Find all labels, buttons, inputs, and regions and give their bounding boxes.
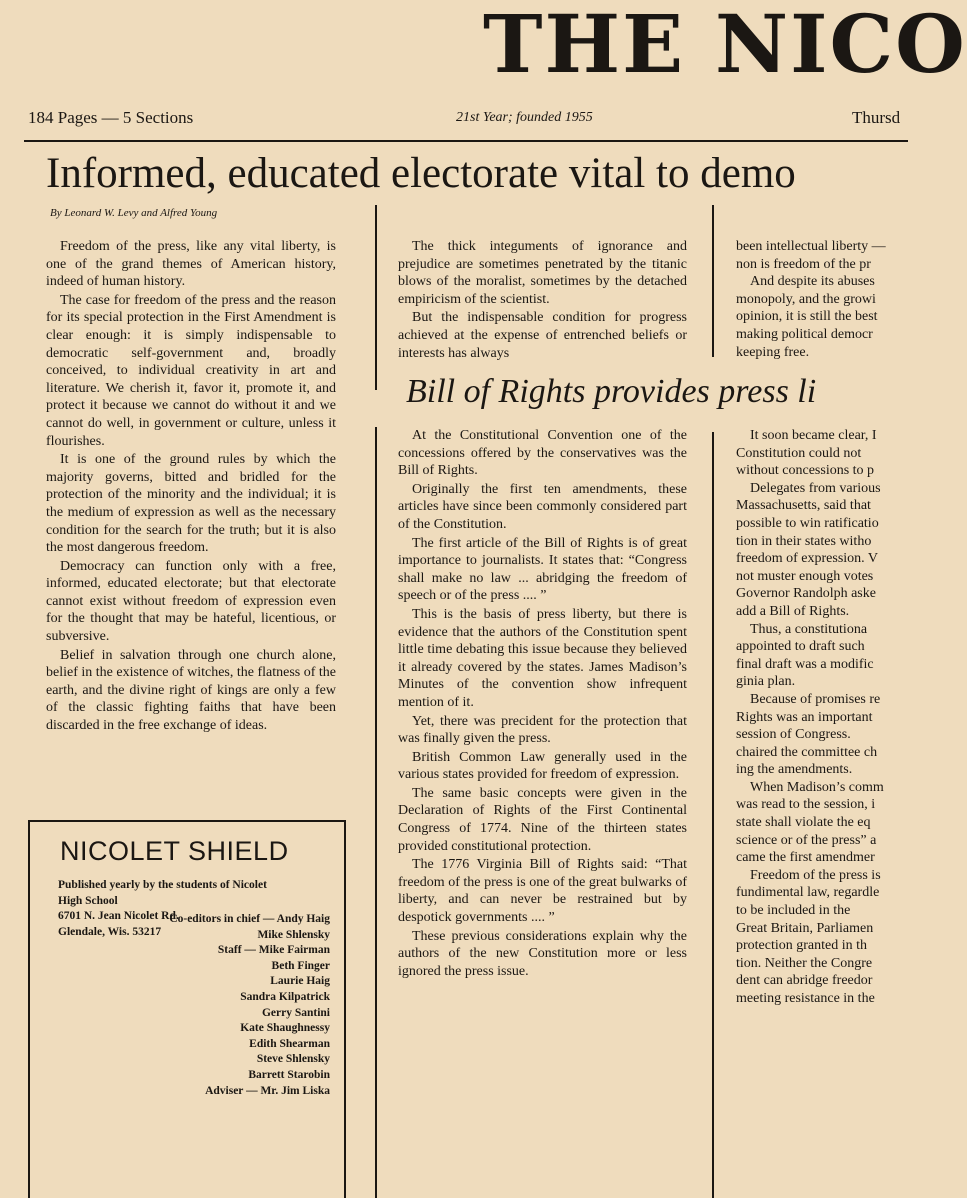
text-line: ing the amendments.	[736, 762, 853, 778]
paragraph: Belief in salvation through one church alone, belief in the existence of witches, the flatness of the earth, and the divine right of kings are only a few of the classic fighting faiths that have been discarded in the free exchange of ideas.	[46, 647, 337, 734]
staff-line: Staff — Mike Fairman	[217, 944, 330, 957]
paragraph: But the indispensable condition for progress achieved at the expense of entrenched beliefs or interests has always	[398, 310, 687, 361]
column-rule	[375, 427, 377, 1198]
text-line: protection granted in th	[736, 938, 868, 954]
staff-line: Mike Shlensky	[257, 928, 330, 941]
paragraph: Democracy can function only with a free, informed, educated electorate; but that electorate cannot exist without freedom of expression even for the thought that may be hateful, licentious, or subversive.	[46, 558, 336, 645]
text-line: dent can abridge freedor	[736, 973, 873, 989]
text-line: Thus, a constitutiona	[750, 621, 868, 637]
paragraph: The 1776 Virginia Bill of Rights said: “That freedom of the press is one of the great bulwarks of liberty, and can never be restrained but by despotick governments .... ”	[398, 857, 687, 926]
address-line: 6701 N. Jean Nicolet Rd.	[58, 910, 179, 923]
text-line: making political democr	[736, 326, 873, 342]
text-line: not muster enough votes	[736, 568, 874, 584]
text-line: Constitution could not	[736, 445, 862, 461]
text-line: Massachusetts, said that	[736, 498, 871, 514]
text-line: chaired the committee ch	[736, 744, 878, 760]
text-line: And despite its abuses	[750, 274, 875, 290]
text-line: ginia plan.	[736, 674, 796, 690]
paragraph: British Common Law generally used in the various states provided for freedom of expression.	[398, 749, 687, 783]
text-line: Rights was an important	[736, 709, 873, 725]
column-rule	[712, 205, 714, 357]
paragraph: Freedom of the press, like any vital liberty, is one of the grand themes of American history, indeed of human history.	[46, 239, 336, 290]
text-line: opinion, it is still the best	[736, 309, 878, 325]
text-line: Because of promises re	[750, 691, 881, 707]
masthead-rule	[24, 140, 908, 142]
text-line: fundimental law, regardle	[736, 885, 880, 901]
text-line: It soon became clear, I	[750, 428, 877, 443]
staff-list	[120, 912, 330, 1099]
article-headline: Informed, educated electorate vital to demo	[46, 150, 796, 197]
article-column-5	[736, 427, 908, 1027]
text-line: session of Congress.	[736, 727, 851, 743]
text-line: appointed to draft such	[736, 639, 865, 655]
text-line: add a Bill of Rights.	[736, 603, 850, 619]
text-line: without concessions to p	[736, 463, 875, 479]
newspaper-masthead: THE NICO	[483, 0, 967, 91]
text-line: When Madison’s comm	[750, 779, 884, 795]
article-column-3	[736, 238, 908, 364]
staff-line: Laurie Haig	[270, 975, 330, 988]
staff-line: Gerry Santini	[261, 1006, 330, 1019]
article-column-4	[398, 427, 687, 981]
staff-line: Beth Finger	[271, 959, 330, 972]
article-column-1	[46, 238, 336, 736]
text-line: non is freedom of the pr	[736, 256, 871, 272]
paragraph: The case for freedom of the press and the reason for its special protection in the First Amendment is clear enough: it is simply indispensable to democratic self-government and, broadly conceived, to individual creativity in art and literature. We cherish it, favor it, promote it, and protect it because we cannot do without it and we cannot do well, in government or culture, unless it flourishes.	[46, 292, 336, 449]
text-line: freedom of expression. V	[736, 551, 879, 567]
staff-box-title: NICOLET SHIELD	[60, 836, 289, 866]
staff-line: Sandra Kilpatrick	[240, 990, 330, 1003]
text-line: Delegates from various	[750, 480, 881, 496]
staff-line: Co-editors in chief — Andy Haig	[169, 913, 330, 925]
staff-line: Steve Shlensky	[256, 1053, 330, 1066]
staff-line: Barrett Starobin	[248, 1068, 330, 1081]
text-line: Great Britain, Parliamen	[736, 920, 874, 936]
paragraph: At the Constitutional Convention one of the concessions offered by the conservatives was the Bill of Rights.	[398, 428, 687, 479]
text-line: monopoly, and the growi	[736, 291, 876, 307]
address-line: High School	[58, 894, 118, 907]
text-line: was read to the session, i	[736, 797, 876, 813]
staff-line: Adviser — Mr. Jim Liska	[205, 1084, 330, 1097]
text-line: possible to win ratificatio	[736, 515, 879, 531]
text-line: keeping free.	[736, 344, 810, 360]
text-line: tion. Neither the Congre	[736, 955, 873, 971]
paragraph: Yet, there was precident for the protection that was finally given the press.	[398, 713, 687, 747]
address-line: Published yearly by the students of Nicolet	[58, 879, 267, 891]
page-count-label: 184 Pages — 5 Sections	[28, 108, 194, 127]
paragraph: The thick integuments of ignorance and prejudice are sometimes penetrated by the titanic blows of the moralist, sometimes by the detached empiricism of the scientist.	[398, 239, 687, 307]
staff-line: Kate Shaughnessy	[240, 1022, 330, 1035]
article-column-2	[398, 238, 687, 363]
paragraph: The same basic concepts were given in the Declaration of Rights of the First Continental Congress of 1774. Nine of the thirteen states provided constitutional protection.	[398, 785, 687, 854]
date-label: Thursd	[852, 108, 901, 127]
paragraph: Originally the first ten amendments, these articles have since been commonly considered part of the Constitution.	[398, 481, 687, 532]
text-line: to be included in the	[736, 903, 851, 919]
text-line: tion in their states witho	[736, 533, 872, 549]
paragraph: The first article of the Bill of Rights is of great importance to journalists. It states that: “Congress shall make no law ... abridging the freedom of speech or of the press .... ”	[398, 535, 687, 604]
address-line: Glendale, Wis. 53217	[58, 925, 162, 938]
paragraph: It is one of the ground rules by which the majority governs, bitted and bridled for the protection of the minority and the individual; it is the medium of expression as well as the necessary condition for the search for the truth; but it is also the most dangerous freedom.	[46, 452, 336, 556]
text-line: meeting resistance in the	[736, 991, 875, 1006]
paragraph: This is the basis of press liberty, but there is evidence that the authors of the Constitution spent little time debating this issue because they believed it already covered by the states. James Madison’s Minutes of the convention show infrequent mention of it.	[398, 606, 687, 710]
column-rule	[712, 432, 714, 1198]
column-rule	[375, 205, 377, 390]
text-line: Freedom of the press is	[750, 867, 881, 883]
founded-label: 21st Year; founded 1955	[456, 110, 593, 125]
text-line: Governor Randolph aske	[736, 586, 876, 602]
text-line: came the first amendmer	[736, 850, 875, 866]
article-byline: By Leonard W. Levy and Alfred Young	[50, 207, 218, 219]
text-line: been intellectual liberty —	[736, 239, 886, 254]
text-line: final draft was a modific	[736, 656, 874, 672]
staff-line: Edith Shearman	[249, 1037, 330, 1050]
text-line: state shall violate the eq	[736, 815, 871, 831]
article-headline-2: Bill of Rights provides press li	[406, 373, 817, 410]
paragraph: These previous considerations explain why the authors of the new Constitution more or less ignored the press issue.	[398, 928, 687, 979]
text-line: science or of the press” a	[736, 832, 877, 848]
